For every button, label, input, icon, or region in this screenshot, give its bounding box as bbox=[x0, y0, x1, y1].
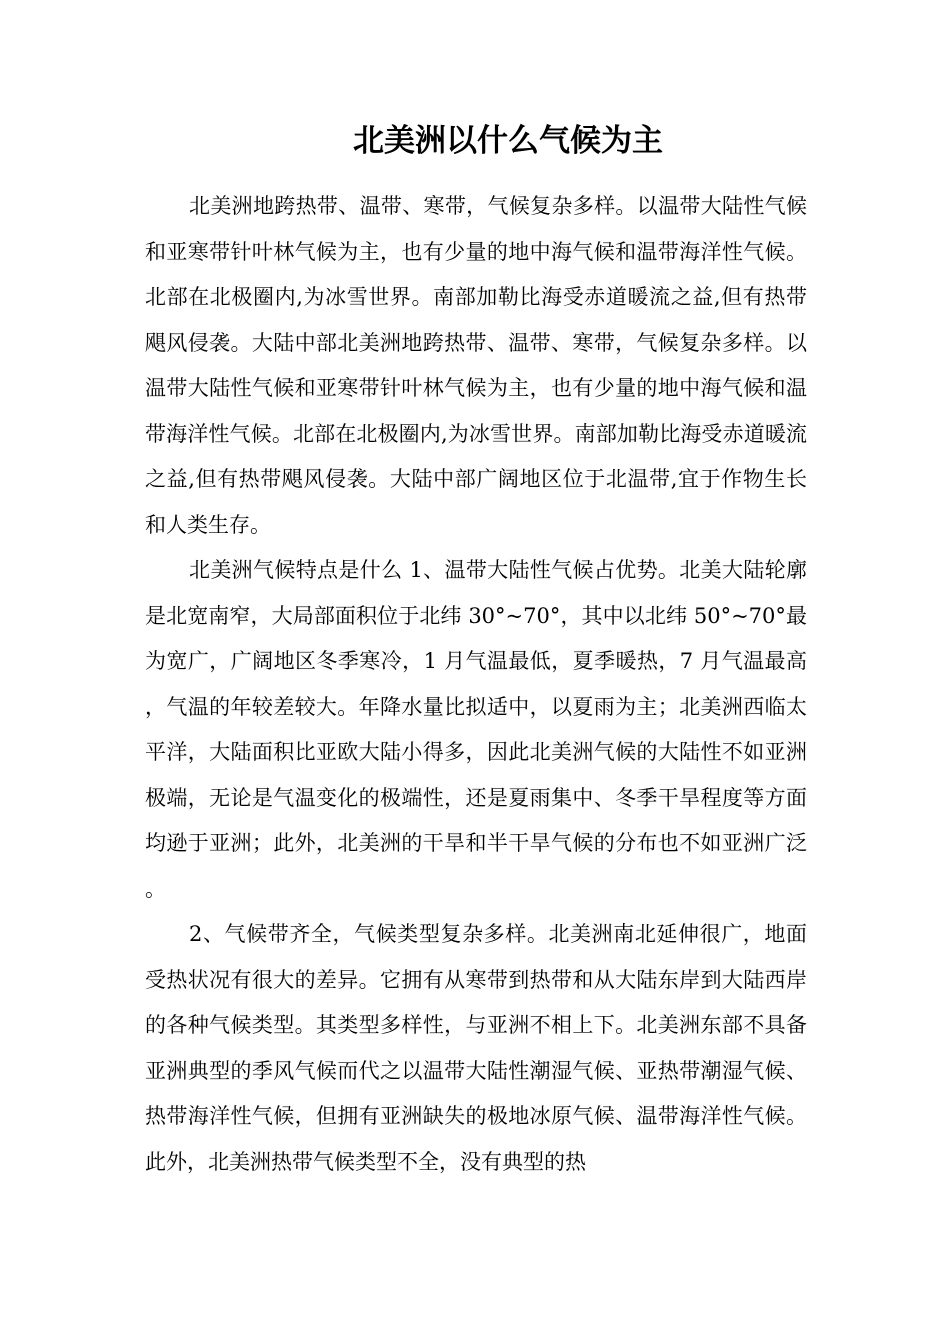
document-title: 北美洲以什么气候为主 bbox=[353, 123, 663, 159]
paragraph-2: 北美洲气候特点是什么 1、温带大陆性气候占优势。北美大陆轮廓是北宽南窄，大局部面积位于北纬 30°~70°，其中以北纬 50°~70°最为宽广，广阔地区冬季寒冷，1 月气温最低，夏季暖热，7 月气温最高，气温的年较差较大。年降水量比拟适中，以夏雨为主；北美洲西临太平洋，大陆面积比亚欧大陆小得多，因此北美洲气候的大陆性不如亚洲极端，无论是气温变化的极端性，还是夏雨集中、冬季干旱程度等方面均逊于亚洲；此外，北美洲的干旱和半干旱气候的分布也不如亚洲广泛。 bbox=[145, 558, 807, 901]
paragraph-1: 北美洲地跨热带、温带、寒带，气候复杂多样。以温带大陆性气候和亚寒带针叶林气候为主，也有少量的地中海气候和温带海洋性气候。北部在北极圈内,为冰雪世界。南部加勒比海受赤道暖流之益,但有热带飓风侵袭。大陆中部北美洲地跨热带、温带、寒带，气候复杂多样。以温带大陆性气候和亚寒带针叶林气候为主，也有少量的地中海气候和温带海洋性气候。北部在北极圈内,为冰雪世界。南部加勒比海受赤道暖流之益,但有热带飓风侵袭。大陆中部广阔地区位于北温带,宜于作物生长和人类生存。 bbox=[145, 194, 807, 537]
document-body bbox=[145, 184, 807, 1185]
paragraph-3: 2、气候带齐全，气候类型复杂多样。北美洲南北延伸很广，地面受热状况有很大的差异。它拥有从寒带到热带和从大陆东岸到大陆西岸的各种气候类型。其类型多样性，与亚洲不相上下。北美洲东部不具备亚洲典型的季风气候而代之以温带大陆性潮湿气候、亚热带潮湿气候、热带海洋性气候，但拥有亚洲缺失的极地冰原气候、温带海洋性气候。此外，北美洲热带气候类型不全，没有典型的热 bbox=[145, 922, 807, 1174]
